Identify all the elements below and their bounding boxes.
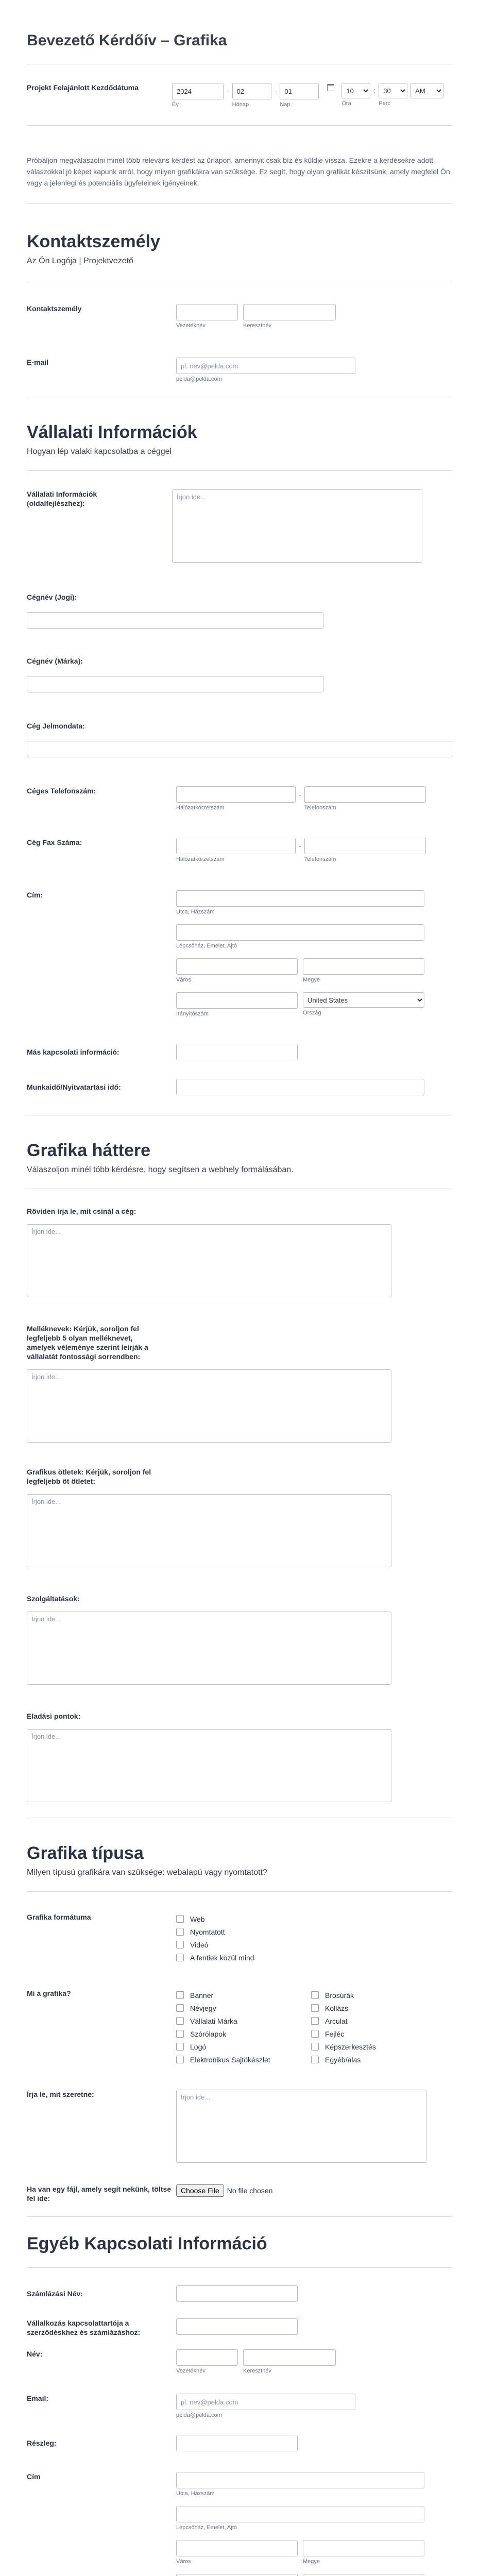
checkbox[interactable] [176, 1928, 184, 1936]
file-upload-row [27, 2184, 452, 2203]
address-zip-input[interactable] [176, 992, 298, 1009]
other-first-name-input[interactable] [176, 2349, 238, 2366]
minute-sublabel: Perc [379, 100, 390, 107]
first-name-sublabel: Vezetéknév [176, 323, 206, 329]
street2-sublabel: Lépcsőház, Emelet, Ajtó [176, 943, 237, 949]
fax-number-input[interactable] [304, 838, 426, 854]
phone-sublabel: Telefonszám [304, 856, 336, 862]
opening-hours-input[interactable] [176, 1079, 424, 1095]
selling-points-field [27, 1711, 452, 1802]
address-street2-input[interactable] [176, 924, 424, 941]
hour-sublabel: Óra [341, 100, 351, 107]
start-date-label: Projekt Felajánlott Kezdődátuma [27, 83, 139, 92]
divider [27, 1891, 452, 1892]
street-sublabel: Utca, Házszám [176, 2490, 215, 2497]
divider [27, 2267, 452, 2268]
hour-select[interactable] [341, 83, 370, 98]
type-option-press-kit[interactable]: Elektronikus Sajtókészlet [176, 2053, 311, 2066]
type-option-header[interactable]: Fejléc [311, 2027, 376, 2040]
contact-email-label: E-mail [27, 358, 49, 366]
brand-name-field [27, 656, 452, 692]
company-section-title: Vállalati Információk [27, 422, 197, 442]
brief-label: Röviden írja le, mit csinál a cég: [27, 1207, 136, 1215]
opening-hours-row [27, 1079, 452, 1095]
format-option-print[interactable]: Nyomtatott [176, 1925, 452, 1938]
slogan-field [27, 721, 452, 757]
brand-name-label: Cégnév (Márka): [27, 657, 83, 665]
date-separator: - [274, 87, 277, 95]
other-name-label: Név: [27, 2350, 43, 2358]
type-option-image-editing[interactable]: Képszerkesztés [311, 2040, 376, 2053]
divider [27, 470, 452, 471]
format-option-web[interactable]: Web [176, 1912, 452, 1925]
calendar-icon[interactable] [327, 84, 334, 91]
type-option-brochures[interactable]: Brosúrák [311, 1989, 376, 2002]
start-date-row: Projekt Felajánlott Kezdődátuma 2024 Év - 02 Hónap - 01 Nap 10 Óra : 30 Perc AM [27, 83, 452, 108]
contact-first-name-input[interactable] [176, 304, 238, 320]
company-section-subtitle: Hogyan lép valaki kapcsolatba a céggel [27, 447, 172, 456]
checkbox[interactable] [176, 2030, 184, 2038]
other-zip-input[interactable] [176, 2574, 298, 2576]
business-contact-input[interactable] [176, 2318, 298, 2335]
other-email-label: Email: [27, 2394, 49, 2402]
slogan-label: Cég Jelmondata: [27, 722, 85, 730]
type-option-identity[interactable]: Arculat [311, 2014, 376, 2027]
type-option-logo[interactable]: Logó [176, 2040, 311, 2053]
city-sublabel: Város [176, 977, 191, 983]
services-textarea[interactable] [27, 1612, 391, 1685]
phone-area-input[interactable] [176, 786, 296, 803]
describe-row [27, 2090, 452, 2163]
billing-name-row [27, 2285, 452, 2302]
business-contact-label: Vállalkozás kapcsolattartója a szerződéskhez és számlázáshoz: [27, 2319, 141, 2336]
file-status-text: No file chosen [227, 2187, 273, 2195]
first-name-sublabel: Vezetéknév [176, 2368, 206, 2374]
other-contact-row [27, 1044, 452, 1060]
format-option-all[interactable]: A fentiek közül mind [176, 1951, 452, 1964]
checkbox[interactable] [176, 1954, 184, 1961]
checkbox[interactable] [311, 2004, 319, 2012]
selling-points-label: Eladási pontok: [27, 1712, 81, 1720]
legal-name-field [27, 592, 452, 629]
company-fax-row [27, 838, 452, 862]
format-row [27, 1912, 452, 1964]
checkbox[interactable] [176, 1915, 184, 1923]
opening-hours-label: Munkaidő/Nyitvatartási idő: [27, 1083, 121, 1091]
file-upload-label: Ha van egy fájl, amely segít nekünk, töltse fel ide: [27, 2185, 172, 2202]
day-sublabel: Nap [280, 101, 290, 108]
ideas-field [27, 1467, 452, 1567]
company-info-label: Vállalati Információk (oldalfejlészhez): [27, 490, 97, 507]
phone-sublabel: Telefonszám [304, 805, 336, 811]
other-section-title: Egyéb Kapcsolati Információ [27, 2234, 267, 2253]
year-input[interactable] [172, 83, 224, 99]
adjectives-label: Melléknevek: Kérjük, soroljon fel legfeljebb 5 olyan melléknevet, amelyek véleménye szerint leírják a vállalatát fontossági sorrendben: [27, 1325, 148, 1361]
type-option-flyers[interactable]: Szórólapok [176, 2027, 311, 2040]
divider [27, 125, 452, 126]
intro-paragraph: Próbáljon megválaszolni minél több releváns kérdést az űrlapon, amennyit csak bíz és küldje vissza. Ezekre a kérdésekre adott válaszokkal jó képet kapunk arról, hogy milyen grafikákra van szüksége. Ez segít, hogy olyan grafikát készítsünk, amely megfelel Ön vagy a jelenlegi és potenciális ügyfeleinek igényeinek. [27, 156, 450, 187]
street-sublabel: Utca, Házszám [176, 909, 215, 915]
type-section-subtitle: Milyen típusú grafikára van szüksége: webalapú vagy nyomtatott? [27, 1868, 267, 1877]
type-option-business-card[interactable]: Névjegy [176, 2002, 311, 2014]
background-section-title: Grafika háttere [27, 1141, 150, 1160]
company-address-row [27, 890, 452, 1017]
fax-separator: - [299, 842, 301, 850]
country-sublabel: Ország [303, 1010, 321, 1016]
selling-points-textarea[interactable] [27, 1729, 391, 1802]
ideas-label: Grafikus ötletek: Kérjük, soroljon fel legfeljebb öt ötletet: [27, 1468, 151, 1485]
type-option-brand[interactable]: Vállalati Márka [176, 2014, 311, 2027]
company-phone-row [27, 786, 452, 811]
other-email-input[interactable] [176, 2394, 355, 2410]
describe-label: Írja le, mit szeretne: [27, 2090, 94, 2098]
other-address-label: Cím [27, 2472, 41, 2481]
graphic-type-row [27, 1989, 452, 2066]
background-section-subtitle: Válaszoljon minél több kérdésre, hogy segítsen a webhely formálásában. [27, 1165, 294, 1174]
services-label: Szolgáltatások: [27, 1595, 80, 1603]
email-sublabel: pelda@pelda.com [176, 376, 222, 382]
checkbox[interactable] [176, 1991, 184, 1999]
contact-name-row [27, 304, 452, 329]
other-email-row [27, 2394, 452, 2418]
county-sublabel: Megye [303, 977, 320, 983]
address-city-input[interactable] [176, 958, 298, 975]
company-info-row [27, 489, 452, 563]
checkbox[interactable] [176, 2004, 184, 2012]
other-street-input[interactable] [176, 2472, 424, 2488]
type-section-title: Grafika típusa [27, 1843, 144, 1863]
checkbox[interactable] [176, 2056, 184, 2063]
type-option-banner[interactable]: Banner [176, 1989, 311, 2002]
department-input[interactable] [176, 2435, 298, 2451]
contact-email-row [27, 358, 452, 382]
department-label: Részleg: [27, 2439, 57, 2447]
slogan-input[interactable] [27, 741, 452, 757]
adjectives-field [27, 1324, 452, 1443]
checkbox[interactable] [311, 2056, 319, 2063]
checkbox[interactable] [311, 2017, 319, 2025]
business-contact-row [27, 2318, 452, 2337]
company-phone-label: Céges Telefonszám: [27, 787, 96, 795]
contact-section-subtitle: Az Ön Logója | Projektvezető [27, 257, 133, 265]
graphic-type-label: Mi a grafika? [27, 1989, 71, 1997]
ideas-textarea[interactable] [27, 1494, 391, 1567]
street2-sublabel: Lépcsőház, Emelet, Ajtó [176, 2524, 237, 2531]
other-contact-label: Más kapcsolati információ: [27, 1048, 119, 1056]
phone-separator: - [299, 790, 301, 799]
city-sublabel: Város [176, 2558, 191, 2565]
other-name-row [27, 2349, 452, 2374]
type-option-other[interactable]: Egyéb/alas [311, 2053, 376, 2066]
last-name-sublabel: Keresztnév [243, 323, 272, 329]
address-country-select[interactable] [303, 992, 424, 1008]
form-title: Bevezető Kérdőív – Grafika [27, 32, 227, 49]
other-street2-input[interactable] [176, 2506, 424, 2522]
format-option-video[interactable]: Videó [176, 1938, 452, 1951]
other-county-input[interactable] [303, 2540, 424, 2556]
checkbox[interactable] [311, 1991, 319, 1999]
ampm-select[interactable] [410, 83, 443, 98]
address-county-input[interactable] [303, 958, 424, 975]
checkbox[interactable] [311, 2030, 319, 2038]
choose-file-button[interactable]: Choose File [176, 2184, 224, 2197]
checkbox[interactable] [176, 2043, 184, 2050]
county-sublabel: Megye [303, 2558, 320, 2565]
divider [27, 203, 452, 204]
company-address-label: Cím: [27, 891, 43, 899]
adjectives-textarea[interactable] [27, 1369, 391, 1443]
brand-name-input[interactable] [27, 676, 323, 692]
other-contact-input[interactable] [176, 1044, 298, 1060]
checkbox[interactable] [176, 1941, 184, 1948]
company-info-textarea[interactable] [172, 489, 422, 563]
other-last-name-input[interactable] [243, 2349, 336, 2366]
contact-last-name-input[interactable] [243, 304, 336, 320]
checkbox[interactable] [311, 2043, 319, 2050]
legal-name-input[interactable] [27, 612, 323, 629]
phone-number-input[interactable] [304, 786, 426, 803]
divider [27, 2216, 452, 2217]
contact-email-input[interactable] [176, 358, 355, 374]
department-row [27, 2435, 452, 2451]
year-sublabel: Év [172, 101, 179, 108]
area-code-sublabel: Hálózatkörzetszám [176, 805, 225, 811]
checkbox[interactable] [176, 2017, 184, 2025]
contact-section-title: Kontaktszemély [27, 232, 160, 251]
services-field [27, 1594, 452, 1685]
month-sublabel: Hónap [232, 101, 249, 108]
email-sublabel: pelda@pelda.com [176, 2412, 222, 2418]
day-input[interactable] [280, 83, 319, 99]
brief-field [27, 1207, 452, 1297]
date-separator: - [227, 87, 229, 95]
address-street-input[interactable] [176, 890, 424, 907]
area-code-sublabel: Hálózatkörzetszám [176, 856, 225, 862]
billing-name-input[interactable] [176, 2285, 298, 2302]
last-name-sublabel: Keresztnév [243, 2368, 272, 2374]
zip-sublabel: Irányítószám [176, 1011, 209, 1017]
type-option-collage[interactable]: Kollázs [311, 2002, 376, 2014]
contact-name-label: Kontaktszemély [27, 304, 82, 313]
brief-textarea[interactable] [27, 1224, 391, 1297]
month-input[interactable] [232, 83, 271, 99]
format-label: Grafika formátuma [27, 1913, 91, 1921]
fax-area-input[interactable] [176, 838, 296, 854]
billing-name-label: Számlázási Név: [27, 2290, 83, 2298]
minute-select[interactable] [379, 83, 407, 98]
legal-name-label: Cégnév (Jogi): [27, 593, 77, 601]
other-city-input[interactable] [176, 2540, 298, 2556]
other-country-select[interactable] [303, 2574, 424, 2576]
describe-textarea[interactable] [176, 2090, 426, 2163]
other-address-row [27, 2472, 452, 2576]
company-fax-label: Cég Fax Száma: [27, 838, 82, 846]
